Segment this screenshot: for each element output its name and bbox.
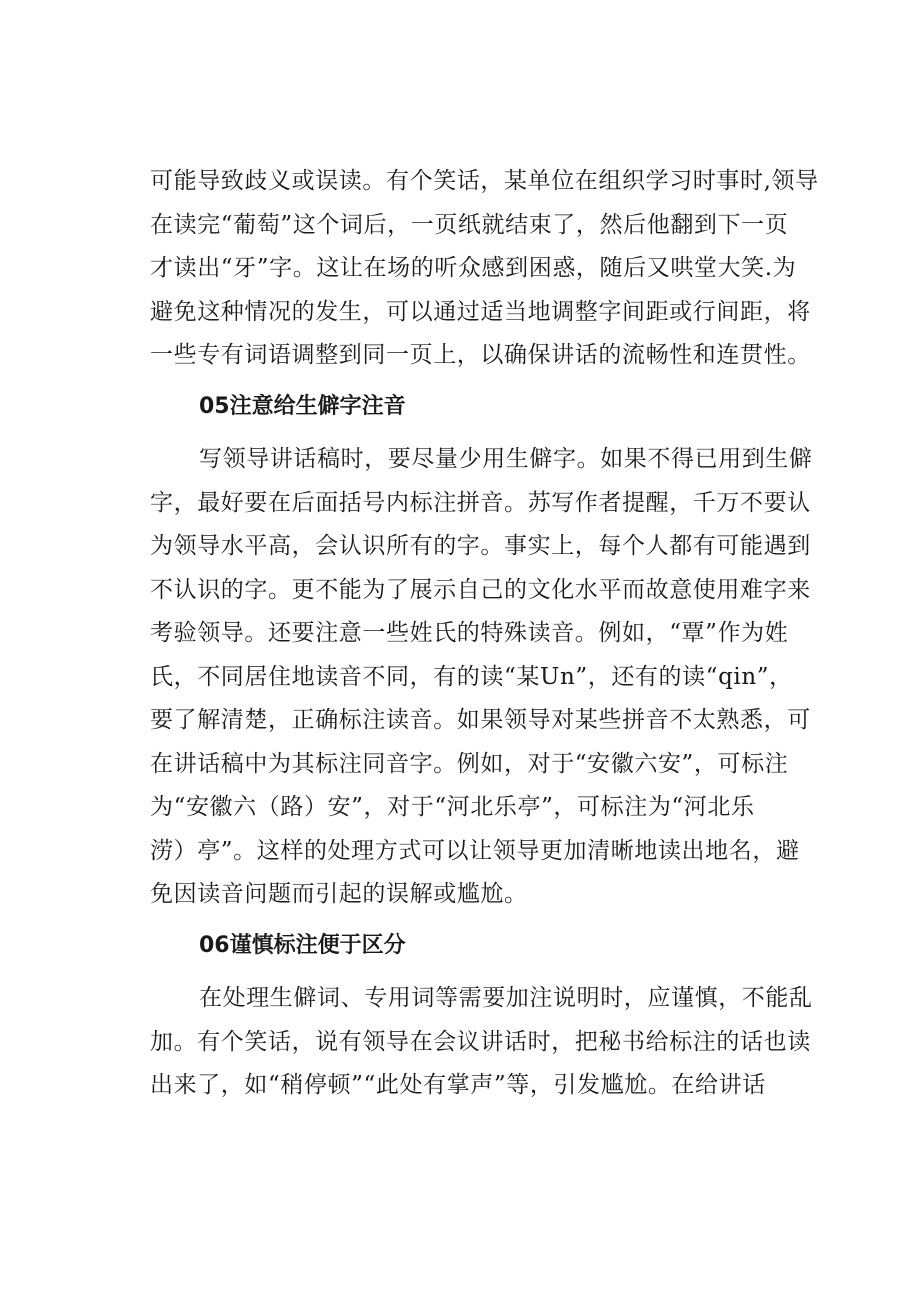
text-line: 可能导致歧义或误读。有个笑话，某单位在组织学习时事时,领导	[150, 168, 819, 194]
text-line: 为“安徽六（路）安”，对于“河北乐亭”，可标注为“河北乐	[150, 794, 755, 820]
paragraph-continuation	[150, 160, 819, 378]
text-line: 在讲话稿中为其标注同音字。例如，对于“安徽六安”，可标注	[150, 750, 789, 777]
text-line: 不认识的字。更不能为了展示自己的文化水平而故意使用难字来	[150, 576, 811, 603]
text-line: 为领导水平高，会认识所有的字。事实上，每个人都有可能遇到	[150, 533, 811, 559]
text-line: 才读出“牙”字。这让在场的听众感到困惑，随后又哄堂大笑.为	[150, 255, 797, 281]
section-heading-06: 06谨慎标注便于区分	[199, 932, 406, 958]
text-line: 要了解清楚，正确标注读音。如果领导对某些拼音不太熟悉，可	[150, 707, 811, 733]
text-line: 在处理生僻词、专用词等需要加注说明时，应谨慎，不能乱	[199, 985, 813, 1011]
text-line: 避免这种情况的发生，可以通过适当地调整字间距或行间距，将	[150, 298, 811, 325]
text-line: 出来了，如“稍停顿”“此处有掌声”等，引发尴尬。在给讲话	[150, 1072, 766, 1098]
section-06-body	[150, 977, 813, 1108]
text-line: 一些专有词语调整到同一页上，以确保讲话的流畅性和连贯性。	[150, 342, 811, 368]
text-line: 考验领导。还要注意一些姓氏的特殊读音。例如，“覃”作为姓	[150, 620, 789, 646]
text-line: 免因读音问题而引起的误解或尴尬。	[150, 881, 528, 907]
text-line: 字，最好要在后面括号内标注拼音。苏写作者提醒，千万不要认	[150, 489, 811, 516]
section-05-body	[150, 438, 813, 917]
section-heading-05: 05注意给生僻字注音	[199, 393, 406, 419]
text-line: 涝）亭”。这样的处理方式可以让领导更加清晰地读出地名，避	[150, 837, 800, 864]
text-line: 写领导讲话稿时，要尽量少用生僻字。如果不得已用到生僻	[199, 446, 813, 472]
text-line: 在读完“葡萄”这个词后，一页纸就结束了，然后他翻到下一页	[150, 211, 789, 238]
text-line: 氏，不同居住地读音不同，有的读“某Un”，还有的读“qin”，	[150, 663, 793, 690]
text-line: 加。有个笑话，说有领导在会议讲话时，把秘书给标注的话也读	[150, 1028, 811, 1055]
document-page	[150, 160, 819, 1108]
